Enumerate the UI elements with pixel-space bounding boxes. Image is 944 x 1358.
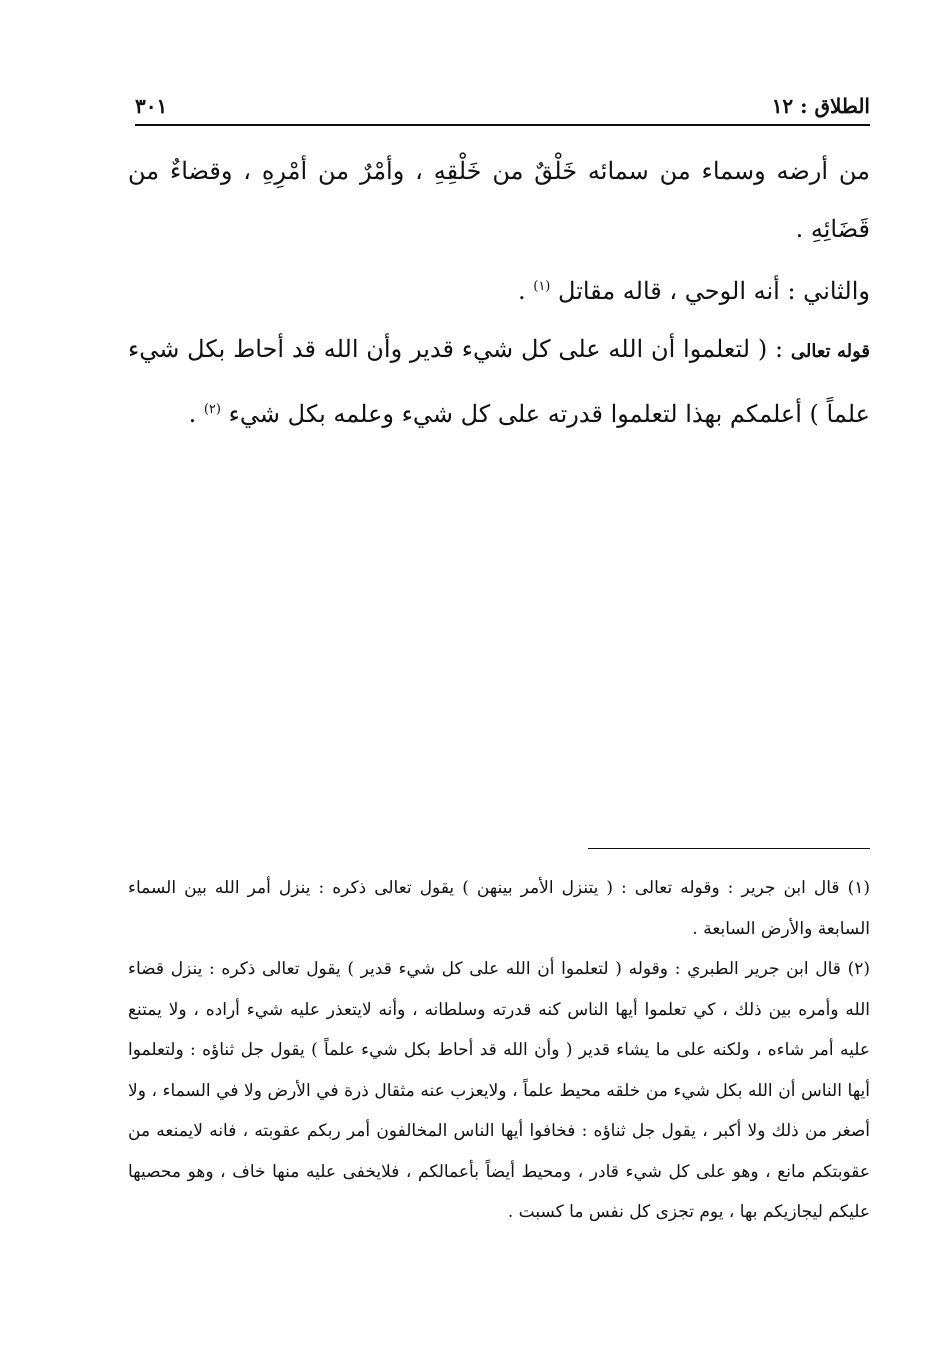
verse-lead: قوله تعالى [790, 341, 870, 362]
footnote-ref-2: (٢) [203, 402, 221, 417]
running-header [135, 94, 870, 122]
paragraph-2-end: . [517, 277, 534, 305]
paragraph-1: من أرضه وسماء من سمائه خَلْقٌ من خَلْقِهِ ، وأمْرٌ من أمْرِهِ ، وقضاءٌ من قَضَائِهِ . [128, 157, 870, 243]
footnotes [128, 868, 870, 1233]
paragraph-3 [128, 320, 870, 443]
paragraph-3-text: : ( لتعلموا أن الله على كل شيء قدير وأن الله قد أحاط بكل شيء علماً ) أعلمكم بهذا لتعلموا قدرته على كل شيء وعلمه بكل شيء [128, 335, 870, 428]
main-text [128, 142, 870, 443]
footnote-ref-1: (١) [533, 279, 551, 294]
footnote-1: (١) قال ابن جرير : وقوله تعالى : ( يتنزل الأمر بينهن ) يقول تعالى ذكره : ينزل أمر الله بين السماء السابعة والأرض السابعة . [128, 878, 870, 939]
running-title: الطلاق : ١٢ [771, 94, 870, 118]
paragraph-2-text: والثاني : أنه الوحي ، قاله مقاتل [558, 277, 870, 305]
footnote-separator [588, 848, 870, 849]
header-rule [135, 124, 870, 126]
paragraph-2 [128, 258, 870, 320]
footnote-2: (٢) قال ابن جرير الطبري : وقوله ( لتعلموا أن الله على كل شيء قدير ) يقول تعالى ذكره : ينزل قضاء الله وأمره بين ذلك ، كي تعلموا أيها الناس كنه قدرته وسلطانه ، وأنه لايتعذر عليه شيء أراده ، ولا يمتنع عليه أمر شاءه ، ولكنه على ما يشاء قدير ( وأن الله قد أحاط بكل شيء علماً ) يقول جل ثناؤه : ولتعلموا أيها الناس أن الله بكل شيء من خلقه محيط علماً ، ولايعزب عنه مثقال ذرة في الأرض ولا في السماء ، ولا أصغر من ذلك ولا أكبر ، يقول جل ثناؤه : فخافوا أيها الناس المخالفون أمر ربكم عقوبته ، فانه لايمنعه من عقوبتكم مانع ، وهو على كل شيء قادر ، ومحيط أيضاً بأعمالكم ، فلايخفى عليه منها خاف ، وهو محصيها عليكم ليجازيكم بها ، يوم تجزى كل نفس ما كسبت . [128, 959, 871, 1222]
page-number: ٣٠١ [135, 94, 168, 118]
paragraph-3-end: . [188, 400, 204, 428]
